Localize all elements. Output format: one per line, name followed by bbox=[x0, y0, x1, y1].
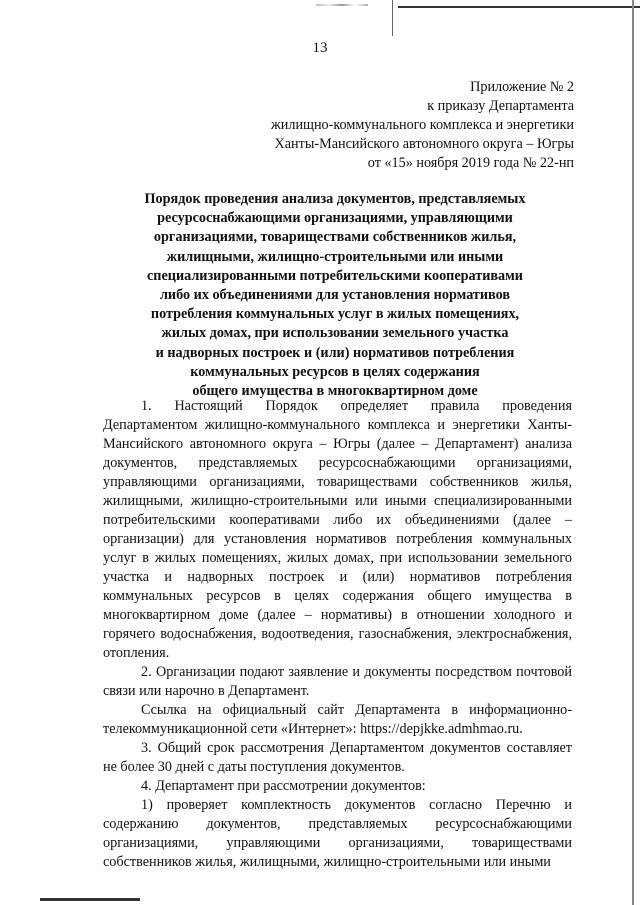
scan-line-top-right bbox=[398, 6, 640, 8]
scan-line-right bbox=[392, 0, 393, 36]
paragraph-4: 4. Департамент при рассмотрении документов: bbox=[141, 778, 426, 794]
appendix-line: жилищно-коммунального комплекса и энергетики bbox=[270, 117, 574, 133]
title-line: Порядок проведения анализа документов, представляемых bbox=[144, 191, 526, 207]
appendix-header bbox=[244, 78, 574, 173]
scan-edge-right bbox=[632, 0, 634, 905]
paragraph-3: 3. Общий срок рассмотрения Департаментом документов составляет не более 30 дней с даты поступления документов. bbox=[103, 740, 572, 775]
paragraph-4-1: 1) проверяет комплектность документов согласно Перечню и содержанию документов, представляемых ресурсоснабжающими организациями, управляющими организациями, товариществами собственников жилья, жилищными, жилищно-строительными или иными bbox=[103, 797, 572, 870]
title-line: либо их объединениями для установления нормативов bbox=[159, 287, 511, 304]
title-line: жилых домах, при использовании земельного участка bbox=[161, 325, 509, 342]
paragraph-site-link: Ссылка на официальный сайт Департамента в информационно-телекоммуникационной сети «Интернет»: https://depjkke.admhmao.ru. bbox=[103, 702, 572, 737]
paragraph-2: 2. Организации подают заявление и документы посредством почтовой связи или нарочно в Департамент. bbox=[103, 664, 572, 699]
scan-bottom-mark bbox=[40, 898, 140, 901]
appendix-line: к приказу Департамента bbox=[427, 98, 574, 114]
title-line: ресурсоснабжающими организациями, управляющими bbox=[157, 210, 513, 227]
paragraph-1: 1. Настоящий Порядок определяет правила проведения Департаментом жилищно-коммунального комплекса и энергетики Ханты-Мансийского автономного округа – Югры (далее – Департамент) анализа документов, представляемых ресурсоснабжающими организациями, управляющими организациями, товариществами собственников жилья, жилищными, жилищно-строительными или иными специализированными потребительскими кооперативами либо их объединениями (далее – организации) для установления нормативов потребления коммунальных услуг в жилых помещениях, жилых домах, при использовании земельного участка и надворных построек и (или) нормативов потребления коммунальных ресурсов в целях содержания общего имущества в многоквартирном доме (далее – нормативы) в отношении холодного и горячего водоснабжения, водоотведения, газоснабжения, электроснабжения, отопления. bbox=[103, 398, 572, 661]
appendix-line: от «15» ноября 2019 года № 22-нп bbox=[367, 155, 574, 171]
scan-mark-top bbox=[316, 4, 368, 6]
title-line: потребления коммунальных услуг в жилых помещениях, bbox=[150, 306, 520, 323]
document-title bbox=[120, 190, 550, 401]
title-line: специализированными потребительскими кооперативами bbox=[147, 267, 523, 284]
title-line: организациями, товариществами собственников жилья, bbox=[153, 229, 517, 246]
appendix-line: Приложение № 2 bbox=[470, 79, 574, 95]
title-line: коммунальных ресурсов в целях содержания bbox=[190, 363, 480, 380]
document-body bbox=[103, 397, 572, 872]
appendix-line: Ханты-Мансийского автономного округа – Югры bbox=[274, 136, 574, 152]
title-line: и надворных построек и (или) нормативов потребления bbox=[155, 344, 515, 361]
title-line: общего имущества в многоквартирном доме bbox=[192, 383, 478, 400]
title-line: жилищными, жилищно-строительными или иными bbox=[166, 248, 504, 265]
page-number: 13 bbox=[312, 40, 328, 56]
